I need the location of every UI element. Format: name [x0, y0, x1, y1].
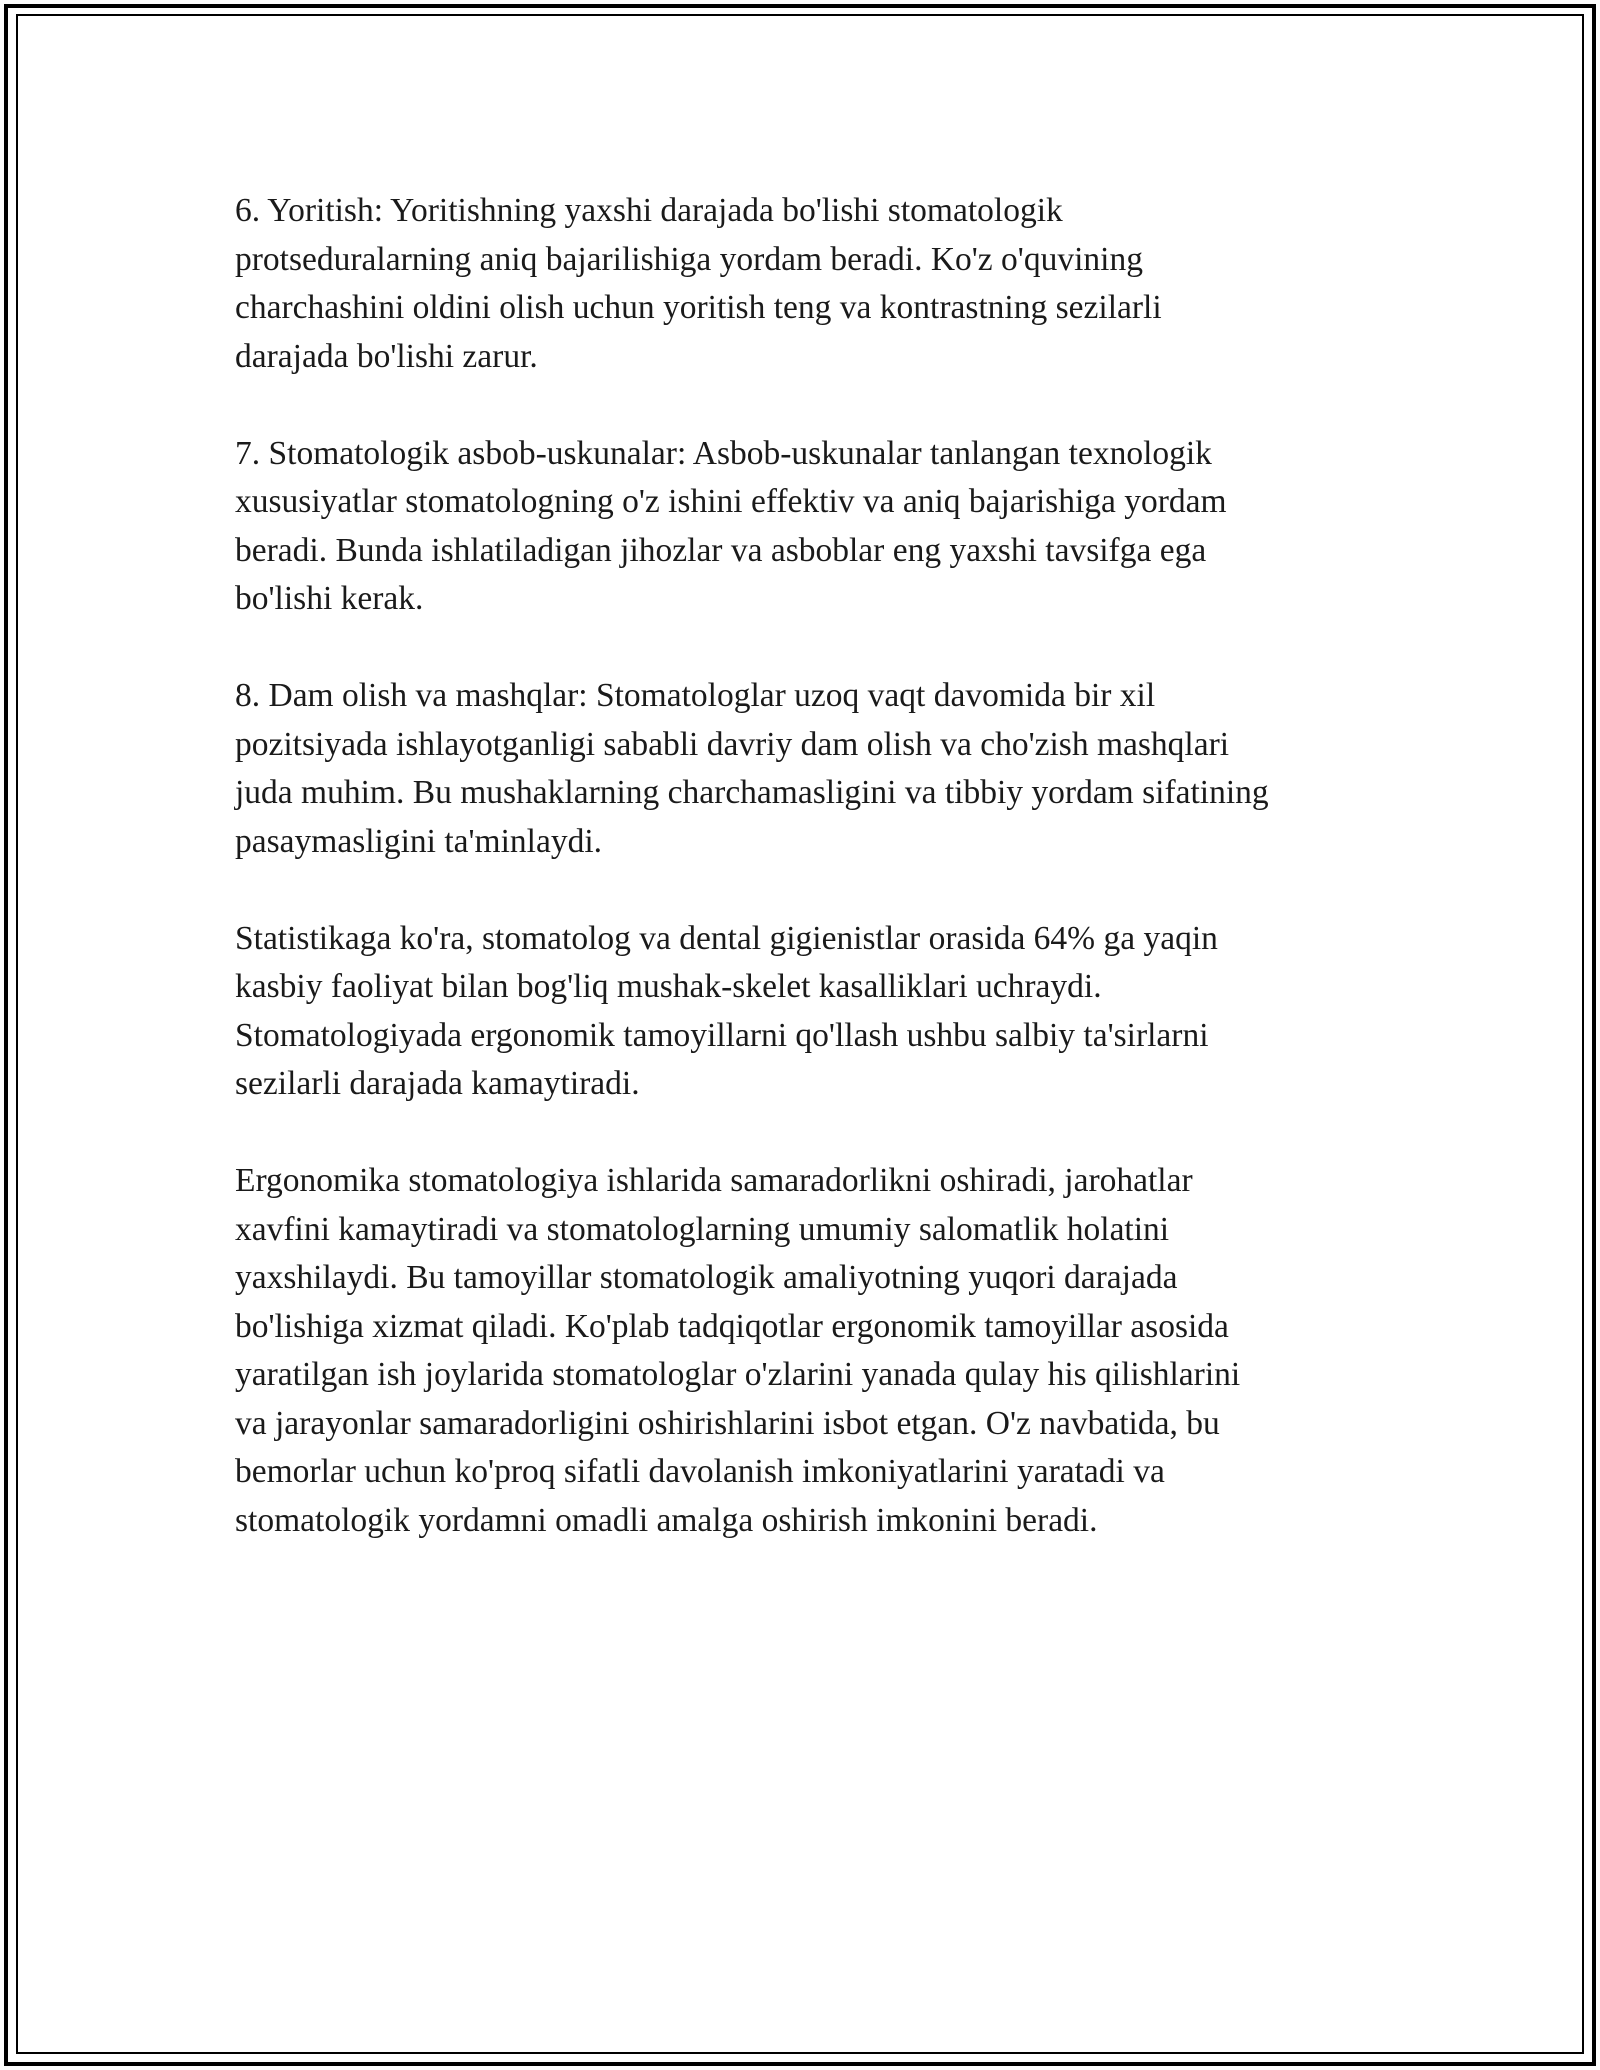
text-line: bemorlar uchun ko'proq sifatli davolanish imkoniyatlarini yaratadi va: [235, 1453, 1165, 1490]
text-line: yaxshilaydi. Bu tamoyillar stomatologik amaliyotning yuqori darajada: [235, 1259, 1178, 1296]
text-line: va jarayonlar samaradorligini oshirishlarini isbot etgan. O'z navbatida, bu: [235, 1404, 1220, 1442]
text-line: juda muhim. Bu mushaklarning charchamasligini va tibbiy yordam sifatining: [235, 774, 1269, 811]
text-line: pozitsiyada ishlayotganligi sababli davriy dam olish va cho'zish mashqlari: [235, 725, 1230, 763]
text-line: xavfini kamaytiradi va stomatologlarning umumiy salomatlik holatini: [235, 1210, 1170, 1248]
text-line: 7. Stomatologik asbob-uskunalar: Asbob-uskunalar tanlangan texnologik: [235, 434, 1212, 472]
text-line: Stomatologiyada ergonomik tamoyillarni qo'llash ushbu salbiy ta'sirlarni: [235, 1016, 1209, 1054]
text-line: 8. Dam olish va mashqlar: Stomatologlar uzoq vaqt davomida bir xil: [235, 677, 1156, 714]
text-line: xususiyatlar stomatologning o'z ishini effektiv va aniq bajarishiga yordam: [235, 483, 1227, 520]
document-body: [235, 187, 1375, 1594]
text-line: bo'lishi kerak.: [235, 580, 424, 617]
text-line: Ergonomika stomatologiya ishlarida samaradorlikni oshiradi, jarohatlar: [235, 1162, 1193, 1199]
paragraph-rest-exercise: [235, 672, 1375, 866]
text-line: sezilarli darajada kamaytiradi.: [235, 1065, 640, 1102]
text-line: stomatologik yordamni omadli amalga oshirish imkonini beradi.: [235, 1501, 1098, 1539]
text-line: Statistikaga ko'ra, stomatolog va dental gigienistlar orasida 64% ga yaqin: [235, 919, 1218, 957]
text-line: charchashini oldini olish uchun yoritish teng va kontrastning sezilarli: [235, 289, 1162, 326]
paragraph-lighting: [235, 187, 1375, 381]
paragraph-statistics: [235, 915, 1375, 1109]
text-line: beradi. Bunda ishlatiladigan jihozlar va asboblar eng yaxshi tavsifga ega: [235, 531, 1207, 569]
paragraph-equipment: [235, 430, 1375, 624]
text-line: pasaymasligini ta'minlaydi.: [235, 822, 603, 860]
text-line: yaratilgan ish joylarida stomatologlar o'zlarini yanada qulay his qilishlarini: [235, 1356, 1241, 1393]
text-line: darajada bo'lishi zarur.: [235, 337, 538, 375]
paragraph-conclusion: [235, 1157, 1375, 1545]
text-line: bo'lishiga xizmat qiladi. Ko'plab tadqiqotlar ergonomik tamoyillar asosida: [235, 1307, 1229, 1345]
text-line: 6. Yoritish: Yoritishning yaxshi darajada bo'lishi stomatologik: [235, 192, 1063, 229]
text-line: kasbiy faoliyat bilan bog'liq mushak-skelet kasalliklari uchraydi.: [235, 968, 1102, 1005]
text-line: protseduralarning aniq bajarilishiga yordam beradi. Ko'z o'quvining: [235, 240, 1143, 278]
